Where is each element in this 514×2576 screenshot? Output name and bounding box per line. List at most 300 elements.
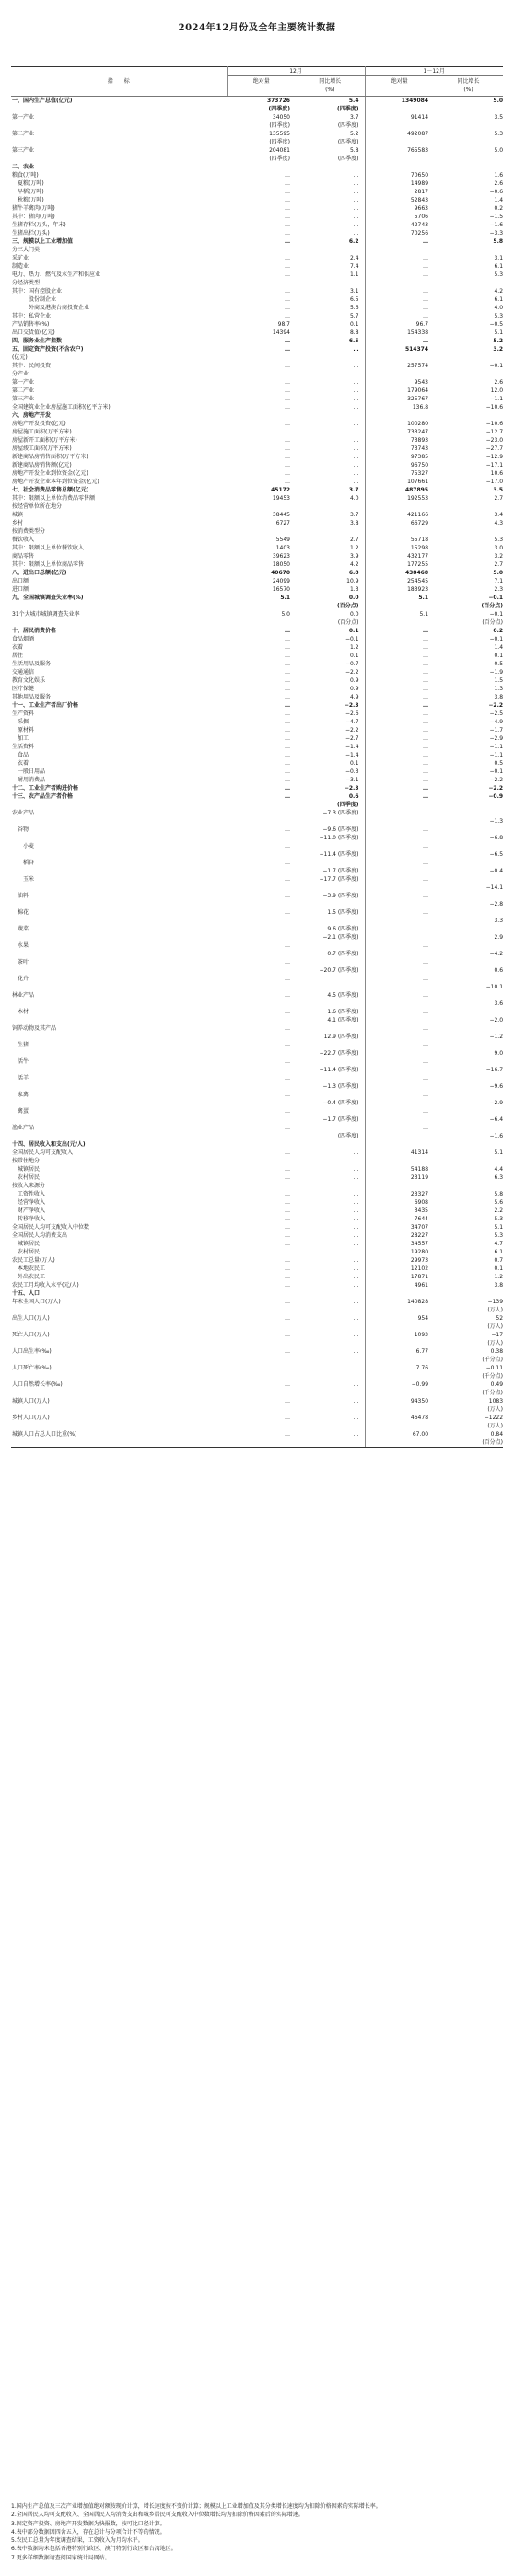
year-abs-cell: 154338 <box>407 329 429 336</box>
month-growth-cell: 12.9 (四季度) <box>296 1033 365 1041</box>
indicator-cell: 花卉 <box>12 976 29 982</box>
month-growth-cell: … <box>296 387 365 395</box>
indicator-cell: 房屋新开工面积(万平方米) <box>12 437 77 444</box>
table-row <box>11 146 503 163</box>
month-abs-cell: … <box>285 1092 290 1098</box>
year-growth-cell: 2.6 <box>494 379 504 386</box>
year-growth-cell <box>434 892 503 900</box>
year-growth-cell <box>434 1107 503 1115</box>
table-row <box>11 1066 503 1074</box>
indicator-cell: 采掘 <box>12 719 29 725</box>
month-abs-cell: … <box>285 404 290 410</box>
year-abs-cell <box>365 867 434 875</box>
year-abs-cell: 94350 <box>410 1398 429 1404</box>
month-abs-cell <box>227 1066 296 1074</box>
month-growth-cell: −4.7 <box>296 718 365 726</box>
table-row <box>11 312 503 320</box>
indicator-cell <box>11 1033 227 1041</box>
table-row <box>11 1057 503 1066</box>
year-abs-cell: … <box>423 1108 429 1115</box>
section-row <box>11 163 503 171</box>
year-abs-cell: 421166 <box>407 512 429 518</box>
month-abs-cell: … <box>285 1282 290 1288</box>
month-growth-cell: … <box>296 1265 365 1273</box>
indicator-cell: 城镇 <box>12 512 24 518</box>
table-row <box>11 1173 503 1182</box>
indicator-cell: 木材 <box>12 1009 29 1015</box>
table-row <box>11 204 503 213</box>
year-abs-cell: 432177 <box>407 553 429 560</box>
year-growth-cell <box>434 1041 503 1049</box>
month-abs-cell: … <box>285 959 290 965</box>
month-growth-cell <box>296 900 365 908</box>
table-row <box>11 743 503 751</box>
indicator-cell: 三、规模以上工业增加值 <box>12 238 74 245</box>
table-row <box>11 1182 503 1190</box>
year-growth-cell: 0.84 (百分点) <box>434 1430 503 1448</box>
month-abs-cell: … <box>285 1174 290 1181</box>
month-growth-cell: 0.1 <box>296 320 365 329</box>
month-growth-cell: 3.7 <box>296 511 365 519</box>
indicator-cell: 渔业产品 <box>12 1125 35 1131</box>
table-row <box>11 1099 503 1107</box>
table-row <box>11 1331 503 1347</box>
month-growth-cell: … <box>296 1331 365 1347</box>
month-growth-cell <box>296 1074 365 1082</box>
year-abs-cell: 7.76 <box>415 1365 429 1371</box>
month-growth-cell: … <box>296 1173 365 1182</box>
month-growth-cell: −1.4 <box>296 751 365 759</box>
table-row <box>11 884 503 892</box>
month-abs-cell: 16570 <box>272 586 290 593</box>
indicator-cell: 十五、人口 <box>12 1290 41 1297</box>
month-growth-cell: 2.7 <box>296 536 365 544</box>
month-abs-cell: … <box>285 296 290 303</box>
indicator-cell: 农业产品 <box>12 810 35 816</box>
month-growth-cell: −1.7 (四季度) <box>296 1115 365 1124</box>
indicator-cell <box>11 1049 227 1057</box>
indicator-cell <box>11 867 227 875</box>
indicator-cell: 加工 <box>12 735 29 742</box>
year-growth-cell: −4.2 <box>489 951 504 957</box>
indicator-cell: 禽蛋 <box>12 1108 29 1115</box>
indicator-cell <box>11 1016 227 1024</box>
month-growth-cell: −2.3 <box>296 701 365 710</box>
year-abs-cell: 46478 <box>410 1415 429 1421</box>
section-row <box>11 1289 503 1298</box>
indicator-cell: 第三产业 <box>12 396 35 402</box>
year-abs-cell: 6.77 <box>415 1348 429 1355</box>
month-abs-cell: … <box>285 727 290 734</box>
indicator-cell: 全国居民人均可支配收入 <box>12 1149 74 1156</box>
table-row <box>11 1124 503 1132</box>
indicator-cell: 二、农业 <box>12 164 35 170</box>
year-abs-cell: … <box>423 263 429 270</box>
year-growth-cell <box>434 1008 503 1016</box>
month-abs-cell: … <box>285 263 290 270</box>
month-abs-cell: 98.7 <box>277 321 290 328</box>
indicator-cell <box>11 1115 227 1124</box>
year-growth-cell <box>434 875 503 884</box>
indicator-cell <box>11 817 227 826</box>
table-row <box>11 329 503 337</box>
month-abs-cell: … <box>285 1257 290 1264</box>
year-abs-cell: … <box>423 942 429 949</box>
year-abs-cell: 254545 <box>407 578 429 584</box>
year-growth-cell: 1.4 <box>494 644 504 651</box>
table-row <box>11 1364 503 1380</box>
month-abs-cell: 40670 <box>271 570 290 576</box>
year-growth-cell: 0.38 (千分点) <box>482 1348 504 1363</box>
month-abs-cell <box>227 1140 296 1149</box>
indicator-cell <box>11 999 227 1008</box>
month-abs-cell <box>227 1115 296 1124</box>
month-growth-cell: 4.2 <box>296 560 365 569</box>
indicator-cell: 生猪出栏(万头) <box>12 230 50 237</box>
month-growth-cell: … <box>296 171 365 179</box>
indicator-cell <box>11 850 227 859</box>
month-abs-cell <box>227 950 296 958</box>
table-row <box>11 370 503 378</box>
month-abs-cell: … <box>285 429 290 435</box>
year-growth-cell: −0.11 (千分点) <box>482 1365 504 1380</box>
month-growth-cell: … <box>296 1215 365 1223</box>
month-abs-cell: … <box>285 1149 290 1156</box>
year-abs-cell: 17871 <box>410 1274 429 1280</box>
table-row <box>11 776 503 784</box>
year-growth-cell: −1.7 <box>489 727 504 734</box>
footnote-line: 4.表中部分数据因四舍五入，存在总计与分项合计不等的情况。 <box>11 2528 166 2536</box>
year-abs-cell <box>365 850 434 859</box>
month-abs-cell: … <box>285 710 290 717</box>
year-growth-cell: −1.1 <box>489 752 504 758</box>
table-row <box>11 693 503 701</box>
indicator-cell: 按常住地分 <box>12 1158 41 1164</box>
month-abs-cell: 38445 <box>272 512 290 518</box>
month-abs-cell: … <box>285 1199 290 1206</box>
year-growth-cell <box>434 411 503 420</box>
indicator-cell: 七、社会消费品零售总额(亿元) <box>12 487 89 493</box>
indicator-cell: 第二产业 <box>12 387 35 394</box>
table-row <box>11 1107 503 1115</box>
year-growth-cell: 0.2 <box>494 205 504 212</box>
month-abs-cell: … <box>285 992 290 999</box>
table-row <box>11 1223 503 1231</box>
table-row <box>11 188 503 196</box>
month-abs-cell: … <box>285 445 290 452</box>
year-abs-cell: 514374 <box>404 346 429 352</box>
month-growth-cell <box>296 842 365 850</box>
table-row <box>11 1149 503 1157</box>
year-abs-cell: … <box>423 271 429 278</box>
month-growth-cell: 0.1 <box>296 627 365 635</box>
table-row <box>11 552 503 560</box>
year-abs-cell: 12102 <box>410 1265 429 1272</box>
month-abs-cell: … <box>285 470 290 477</box>
indicator-cell: 稻谷 <box>12 860 35 866</box>
table-row <box>11 1082 503 1091</box>
year-abs-cell <box>365 884 434 892</box>
indicator-cell <box>11 966 227 975</box>
month-growth-cell: … <box>296 1256 365 1265</box>
month-growth-cell: … <box>296 1198 365 1207</box>
month-growth-cell: 0.1 <box>296 652 365 660</box>
month-abs-cell <box>227 246 296 254</box>
month-abs-cell: … <box>285 843 290 849</box>
table-row <box>11 1198 503 1207</box>
year-growth-cell: 5.3 <box>494 313 504 319</box>
month-growth-cell: −1.7 (四季度) <box>296 867 365 875</box>
year-abs-cell: … <box>423 1092 429 1098</box>
year-abs-cell: 28227 <box>410 1232 429 1239</box>
year-growth-cell: 3.0 <box>494 545 504 551</box>
indicator-cell: 外商及港澳台商投资企业 <box>12 305 90 311</box>
month-abs-cell: 19453 <box>272 495 290 502</box>
month-growth-cell <box>296 817 365 826</box>
table-row <box>11 991 503 999</box>
year-growth-cell: 0.5 <box>494 760 504 767</box>
section-row <box>11 701 503 710</box>
year-abs-cell: 97385 <box>410 454 429 460</box>
year-abs-cell <box>365 900 434 908</box>
year-growth-cell: 3.5 <box>493 487 504 493</box>
year-growth-cell: −1.1 <box>489 396 504 402</box>
table-row <box>11 287 503 295</box>
year-growth-cell: −16.7 <box>485 1067 504 1073</box>
month-growth-cell <box>296 1140 365 1149</box>
table-row <box>11 395 503 403</box>
indicator-cell: 棉花 <box>12 909 29 916</box>
year-growth-cell: 5.3 <box>494 271 504 278</box>
month-abs-cell <box>227 353 296 362</box>
month-growth-cell: 8.8 <box>296 329 365 337</box>
month-abs-cell <box>227 867 296 875</box>
year-abs-cell: … <box>423 1125 429 1131</box>
year-growth-cell: −17 (万人) <box>487 1332 504 1346</box>
year-abs-cell <box>365 1066 434 1074</box>
year-abs-cell <box>365 999 434 1008</box>
section-row <box>11 411 503 420</box>
month-abs-cell <box>227 1157 296 1165</box>
table-row <box>11 469 503 478</box>
table-row <box>11 1024 503 1033</box>
year-growth-cell <box>434 370 503 378</box>
indicator-cell <box>11 917 227 925</box>
indicator-cell: 其中：私营企业 <box>12 313 52 319</box>
indicator-cell: 城镇居民 <box>12 1241 41 1247</box>
month-abs-cell: … <box>285 735 290 742</box>
month-abs-cell: … <box>285 205 290 212</box>
month-abs-cell: … <box>285 379 290 386</box>
year-abs-cell: … <box>423 1042 429 1048</box>
table-row <box>11 502 503 511</box>
year-growth-cell: 1.5 <box>494 677 504 684</box>
indicator-cell: 原材料 <box>12 727 35 734</box>
month-growth-cell: … <box>296 1240 365 1248</box>
month-growth-cell: 3.7 (四季度) <box>296 113 365 130</box>
indicator-cell: 农村居民 <box>12 1174 41 1181</box>
indicator-cell: 外出农民工 <box>12 1274 46 1280</box>
year-abs-cell: … <box>423 313 429 319</box>
indicator-cell: 股份制企业 <box>12 296 57 303</box>
indicator-cell: 分三大门类 <box>12 247 41 253</box>
footnote-line: 1.国内生产总值及三次产业增加值绝对额按现价计算，增长速度按不变价计算；规模以上工业增加值及其分类增长速度均为扣除价格因素的实际增长率。 <box>11 2503 381 2510</box>
month-abs-cell: … <box>285 1166 290 1172</box>
indicator-header: 指 标 <box>11 67 227 97</box>
year-growth-cell: −12.7 <box>485 429 504 435</box>
year-abs-cell: 34707 <box>410 1224 429 1230</box>
year-growth-cell: −1.1 <box>489 744 504 750</box>
year-abs-cell: … <box>423 893 429 899</box>
year-growth-cell: 12.0 <box>490 387 504 394</box>
table-row <box>11 279 503 287</box>
indicator-cell: 按经营单位所在地分 <box>12 503 63 510</box>
month-growth-cell <box>296 370 365 378</box>
year-growth-cell <box>434 527 503 536</box>
indicator-cell: 第二产业 <box>12 131 35 137</box>
year-abs-cell: … <box>423 686 429 692</box>
month-growth-cell <box>296 527 365 536</box>
table-row <box>11 1074 503 1082</box>
month-abs-cell: … <box>285 346 290 352</box>
month-abs-cell: … <box>285 189 290 195</box>
month-growth-cell <box>296 1289 365 1298</box>
year-abs-cell: 7644 <box>414 1216 429 1222</box>
indicator-cell: 餐饮收入 <box>12 537 35 543</box>
month-growth-cell <box>296 1091 365 1099</box>
month-growth-cell: 5.6 <box>296 304 365 312</box>
indicator-cell: 十一、工业生产者出厂价格 <box>12 702 79 709</box>
month-growth-cell: … <box>296 461 365 469</box>
year-growth-cell <box>434 163 503 171</box>
month-abs-cell: 6727 <box>275 520 290 526</box>
table-row <box>11 171 503 179</box>
month-abs-cell: 34050 (四季度) <box>269 114 290 129</box>
table-row <box>11 643 503 652</box>
year-growth-cell: 2.6 <box>494 180 504 187</box>
indicator-cell: 转移净收入 <box>12 1216 46 1222</box>
table-row <box>11 544 503 552</box>
year-abs-cell: … <box>423 760 429 767</box>
table-row <box>11 983 503 991</box>
indicator-cell: 衣着 <box>12 760 29 767</box>
indicator-cell: 衣着 <box>12 644 24 651</box>
year-abs-cell <box>365 817 434 826</box>
month-abs-cell: … <box>285 387 290 394</box>
month-growth-cell: … <box>296 1223 365 1231</box>
month-abs-cell: … <box>285 1299 290 1305</box>
year-growth-cell: −10.1 <box>485 984 504 990</box>
month-growth-cell <box>296 1124 365 1132</box>
year-growth-cell: −2.0 <box>489 1017 504 1023</box>
footnote-line: 3.固定资产投资、房地产开发数据为快报数，按可比口径计算。 <box>11 2520 166 2527</box>
month-abs-cell: … <box>285 785 290 791</box>
table-row <box>11 304 503 312</box>
table-row <box>11 378 503 387</box>
month-growth-cell: … <box>296 1314 365 1331</box>
section-row <box>11 569 503 577</box>
year-abs-cell: … <box>423 752 429 758</box>
year-abs-cell: … <box>423 1025 429 1032</box>
indicator-cell: 医疗保健 <box>12 686 35 692</box>
footnote-line: 6.表中数据均未包括香港特别行政区、澳门特别行政区和台湾地区。 <box>11 2546 177 2553</box>
table-row <box>11 751 503 759</box>
table-row <box>11 196 503 204</box>
indicator-cell: 商品零售 <box>12 553 35 560</box>
year-growth-cell: 4.3 <box>494 520 504 526</box>
year-abs-cell: 765583 <box>407 147 429 154</box>
table-row <box>11 1207 503 1215</box>
year-abs-cell: … <box>423 628 429 634</box>
year-growth-cell: 3.6 <box>494 1000 504 1007</box>
year-growth-cell: −139 (万人) <box>487 1299 504 1313</box>
month-growth-cell: −22.7 (四季度) <box>296 1049 365 1057</box>
year-growth-cell: 0.1 <box>494 653 504 659</box>
year-growth-cell: 10.6 <box>490 470 504 477</box>
indicator-cell: 其中：猪肉(万吨) <box>12 214 55 220</box>
indicator-cell <box>11 933 227 941</box>
table-row <box>11 353 503 362</box>
year-abs-cell: … <box>423 719 429 725</box>
year-abs-cell: 954 <box>417 1315 429 1322</box>
table-row <box>11 130 503 146</box>
indicator-cell: 31个大城市城镇调查失业率 <box>12 611 80 618</box>
month-growth-cell: … <box>296 196 365 204</box>
month-growth-cell: −0.3 <box>296 768 365 776</box>
year-abs-cell: … <box>423 1075 429 1081</box>
year-growth-cell: 2.9 <box>494 934 504 941</box>
month-growth-cell: … <box>296 1397 365 1414</box>
table-row <box>11 1273 503 1281</box>
year-growth-cell: 6.1 <box>494 1249 504 1255</box>
year-growth-cell: 1.4 <box>494 197 504 203</box>
table-row <box>11 718 503 726</box>
year-growth-cell: −1222 (万人) <box>484 1415 504 1429</box>
indicator-cell <box>11 1099 227 1107</box>
indicator-cell: 出生人口(万人) <box>12 1315 50 1322</box>
table-row <box>11 527 503 536</box>
table-row <box>11 941 503 950</box>
month-growth-cell: … <box>296 378 365 387</box>
year-growth-cell: 3.5 <box>494 114 504 121</box>
year-growth-cell: −10.6 <box>485 421 504 427</box>
table-row <box>11 676 503 685</box>
table-row <box>11 1157 503 1165</box>
year-abs-cell <box>365 1157 434 1165</box>
month-abs-cell: … <box>285 1315 290 1322</box>
year-growth-cell: −0.4 <box>489 868 504 874</box>
table-row <box>11 461 503 469</box>
month-growth-cell: 0.0 (百分点) <box>296 610 365 627</box>
month-growth-cell: −3.9 (四季度) <box>296 892 365 900</box>
indicator-cell: 房屋施工面积(万平方米) <box>12 429 72 435</box>
month-abs-cell: … <box>285 313 290 319</box>
year-growth-cell: −0.1 (百分点) <box>482 611 504 626</box>
month-abs-cell: … <box>285 288 290 295</box>
month-growth-cell: … <box>296 213 365 221</box>
month-abs-cell: … <box>285 462 290 468</box>
year-abs-cell: 733247 <box>407 429 429 435</box>
year-abs-cell: 54188 <box>410 1166 429 1172</box>
indicator-cell <box>11 983 227 991</box>
month-growth-cell <box>296 1157 365 1165</box>
indicator-cell: 粮食(万吨) <box>12 172 39 179</box>
month-abs-cell: … <box>285 479 290 485</box>
month-growth-cell: 0.9 <box>296 676 365 685</box>
table-row <box>11 1314 503 1331</box>
month-abs-cell <box>227 1016 296 1024</box>
year-growth-cell <box>434 1024 503 1033</box>
